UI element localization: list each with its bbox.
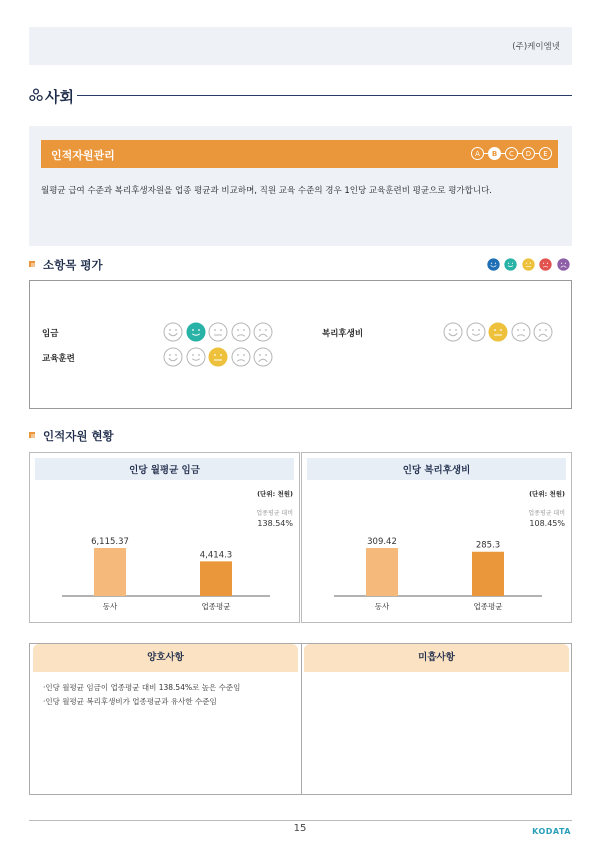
section-title: 사회 bbox=[45, 88, 74, 106]
page-number: 15 bbox=[293, 823, 307, 834]
category-bar bbox=[41, 140, 558, 168]
very-good-face-icon bbox=[163, 322, 183, 342]
panel-description: 월평균 급여 수준과 복리후생자원을 업종 평균과 비교하며, 직원 교육 수준의 경우 1인당 교육훈련비 평균으로 평가합니다. bbox=[41, 186, 492, 196]
bad-face-icon bbox=[539, 258, 552, 271]
grade-a: A bbox=[471, 147, 484, 160]
comparison-label: 업종평균 대비 bbox=[256, 510, 293, 517]
bad-face-icon bbox=[231, 347, 251, 367]
company-name: (주)케이엠넷 bbox=[512, 42, 560, 52]
evaluation-title: 소항목 평가 bbox=[43, 258, 103, 272]
bar-chart-svg bbox=[30, 453, 301, 624]
grade-b-selected: B bbox=[488, 147, 501, 160]
data-label: 4,414.3 bbox=[199, 550, 233, 561]
bar-chart-svg bbox=[302, 453, 573, 624]
people-icon bbox=[29, 88, 43, 102]
evaluation-box bbox=[29, 280, 572, 409]
data-label: 285.3 bbox=[475, 540, 501, 551]
grade-e: E bbox=[539, 147, 552, 160]
eval-row-training bbox=[42, 347, 302, 369]
welfare-chart bbox=[301, 452, 572, 623]
rating-faces bbox=[163, 322, 276, 342]
header-bar bbox=[29, 27, 572, 65]
bar-industry bbox=[472, 552, 504, 596]
good-face-icon bbox=[504, 258, 517, 271]
very-bad-face-icon bbox=[533, 322, 553, 342]
weak-points-title: 미흡사항 bbox=[418, 652, 455, 663]
section-heading bbox=[29, 86, 572, 108]
good-point-item: ·인당 월평균 복리후생비가 업종평균과 유사한 수준임 bbox=[43, 697, 217, 706]
neutral-face-icon bbox=[488, 322, 508, 342]
weak-points bbox=[301, 644, 572, 794]
comparison-value: 138.54% bbox=[257, 519, 293, 528]
chart-unit: (단위: 천원) bbox=[529, 490, 565, 498]
summary-box bbox=[29, 643, 572, 795]
category-label: 업종평균 bbox=[201, 602, 231, 611]
very-bad-face-icon bbox=[253, 347, 273, 367]
category-label: 업종평균 bbox=[473, 602, 503, 611]
good-points-title: 양호사항 bbox=[147, 652, 184, 663]
very-good-face-icon bbox=[487, 258, 500, 271]
chart-title: 인당 월평균 임금 bbox=[129, 465, 200, 476]
very-bad-face-icon bbox=[253, 322, 273, 342]
bar-industry bbox=[200, 561, 232, 596]
eval-item-name: 임금 bbox=[42, 329, 59, 339]
very-bad-face-icon bbox=[557, 258, 570, 271]
face-legend bbox=[485, 258, 573, 271]
comparison-value: 108.45% bbox=[529, 519, 565, 528]
category-label: 동사 bbox=[102, 602, 118, 611]
rating-faces bbox=[163, 347, 276, 367]
neutral-face-icon bbox=[522, 258, 535, 271]
bad-face-icon bbox=[511, 322, 531, 342]
footer-divider bbox=[29, 820, 572, 821]
good-face-icon bbox=[186, 322, 206, 342]
data-label: 6,115.37 bbox=[91, 537, 129, 547]
hr-status-title: 인적자원 현황 bbox=[43, 429, 114, 443]
neutral-face-icon bbox=[208, 347, 228, 367]
category-label: 동사 bbox=[374, 602, 390, 611]
wage-chart bbox=[29, 452, 300, 623]
chart-title: 인당 복리후생비 bbox=[402, 465, 471, 476]
very-good-face-icon bbox=[443, 322, 463, 342]
neutral-face-icon bbox=[208, 322, 228, 342]
grade-scale bbox=[471, 147, 552, 160]
bar-company bbox=[94, 548, 126, 596]
eval-row-welfare bbox=[322, 322, 572, 344]
bad-face-icon bbox=[231, 322, 251, 342]
section-divider bbox=[77, 95, 572, 96]
very-good-face-icon bbox=[163, 347, 183, 367]
data-label: 309.42 bbox=[367, 537, 397, 547]
good-point-item: ·인당 월평균 임금이 업종평균 대비 138.54%로 높은 수준임 bbox=[43, 683, 241, 692]
rating-faces bbox=[443, 322, 556, 342]
grade-d: D bbox=[522, 147, 535, 160]
category-label: 인적자원관리 bbox=[51, 149, 115, 162]
heading-marker-icon bbox=[29, 261, 35, 267]
heading-marker-icon bbox=[29, 432, 35, 438]
evaluation-heading bbox=[29, 257, 572, 273]
good-face-icon bbox=[186, 347, 206, 367]
good-points bbox=[30, 644, 301, 794]
eval-item-name: 복리후생비 bbox=[322, 329, 364, 339]
eval-item-name: 교육훈련 bbox=[42, 354, 75, 364]
hr-management-panel bbox=[29, 126, 572, 246]
comparison-label: 업종평균 대비 bbox=[528, 510, 565, 517]
chart-unit: (단위: 천원) bbox=[257, 490, 293, 498]
bar-company bbox=[366, 548, 398, 596]
brand-logo: KODATA bbox=[532, 827, 571, 836]
good-face-icon bbox=[466, 322, 486, 342]
hr-status-heading bbox=[29, 428, 572, 444]
grade-c: C bbox=[505, 147, 518, 160]
eval-row-wage bbox=[42, 322, 302, 344]
